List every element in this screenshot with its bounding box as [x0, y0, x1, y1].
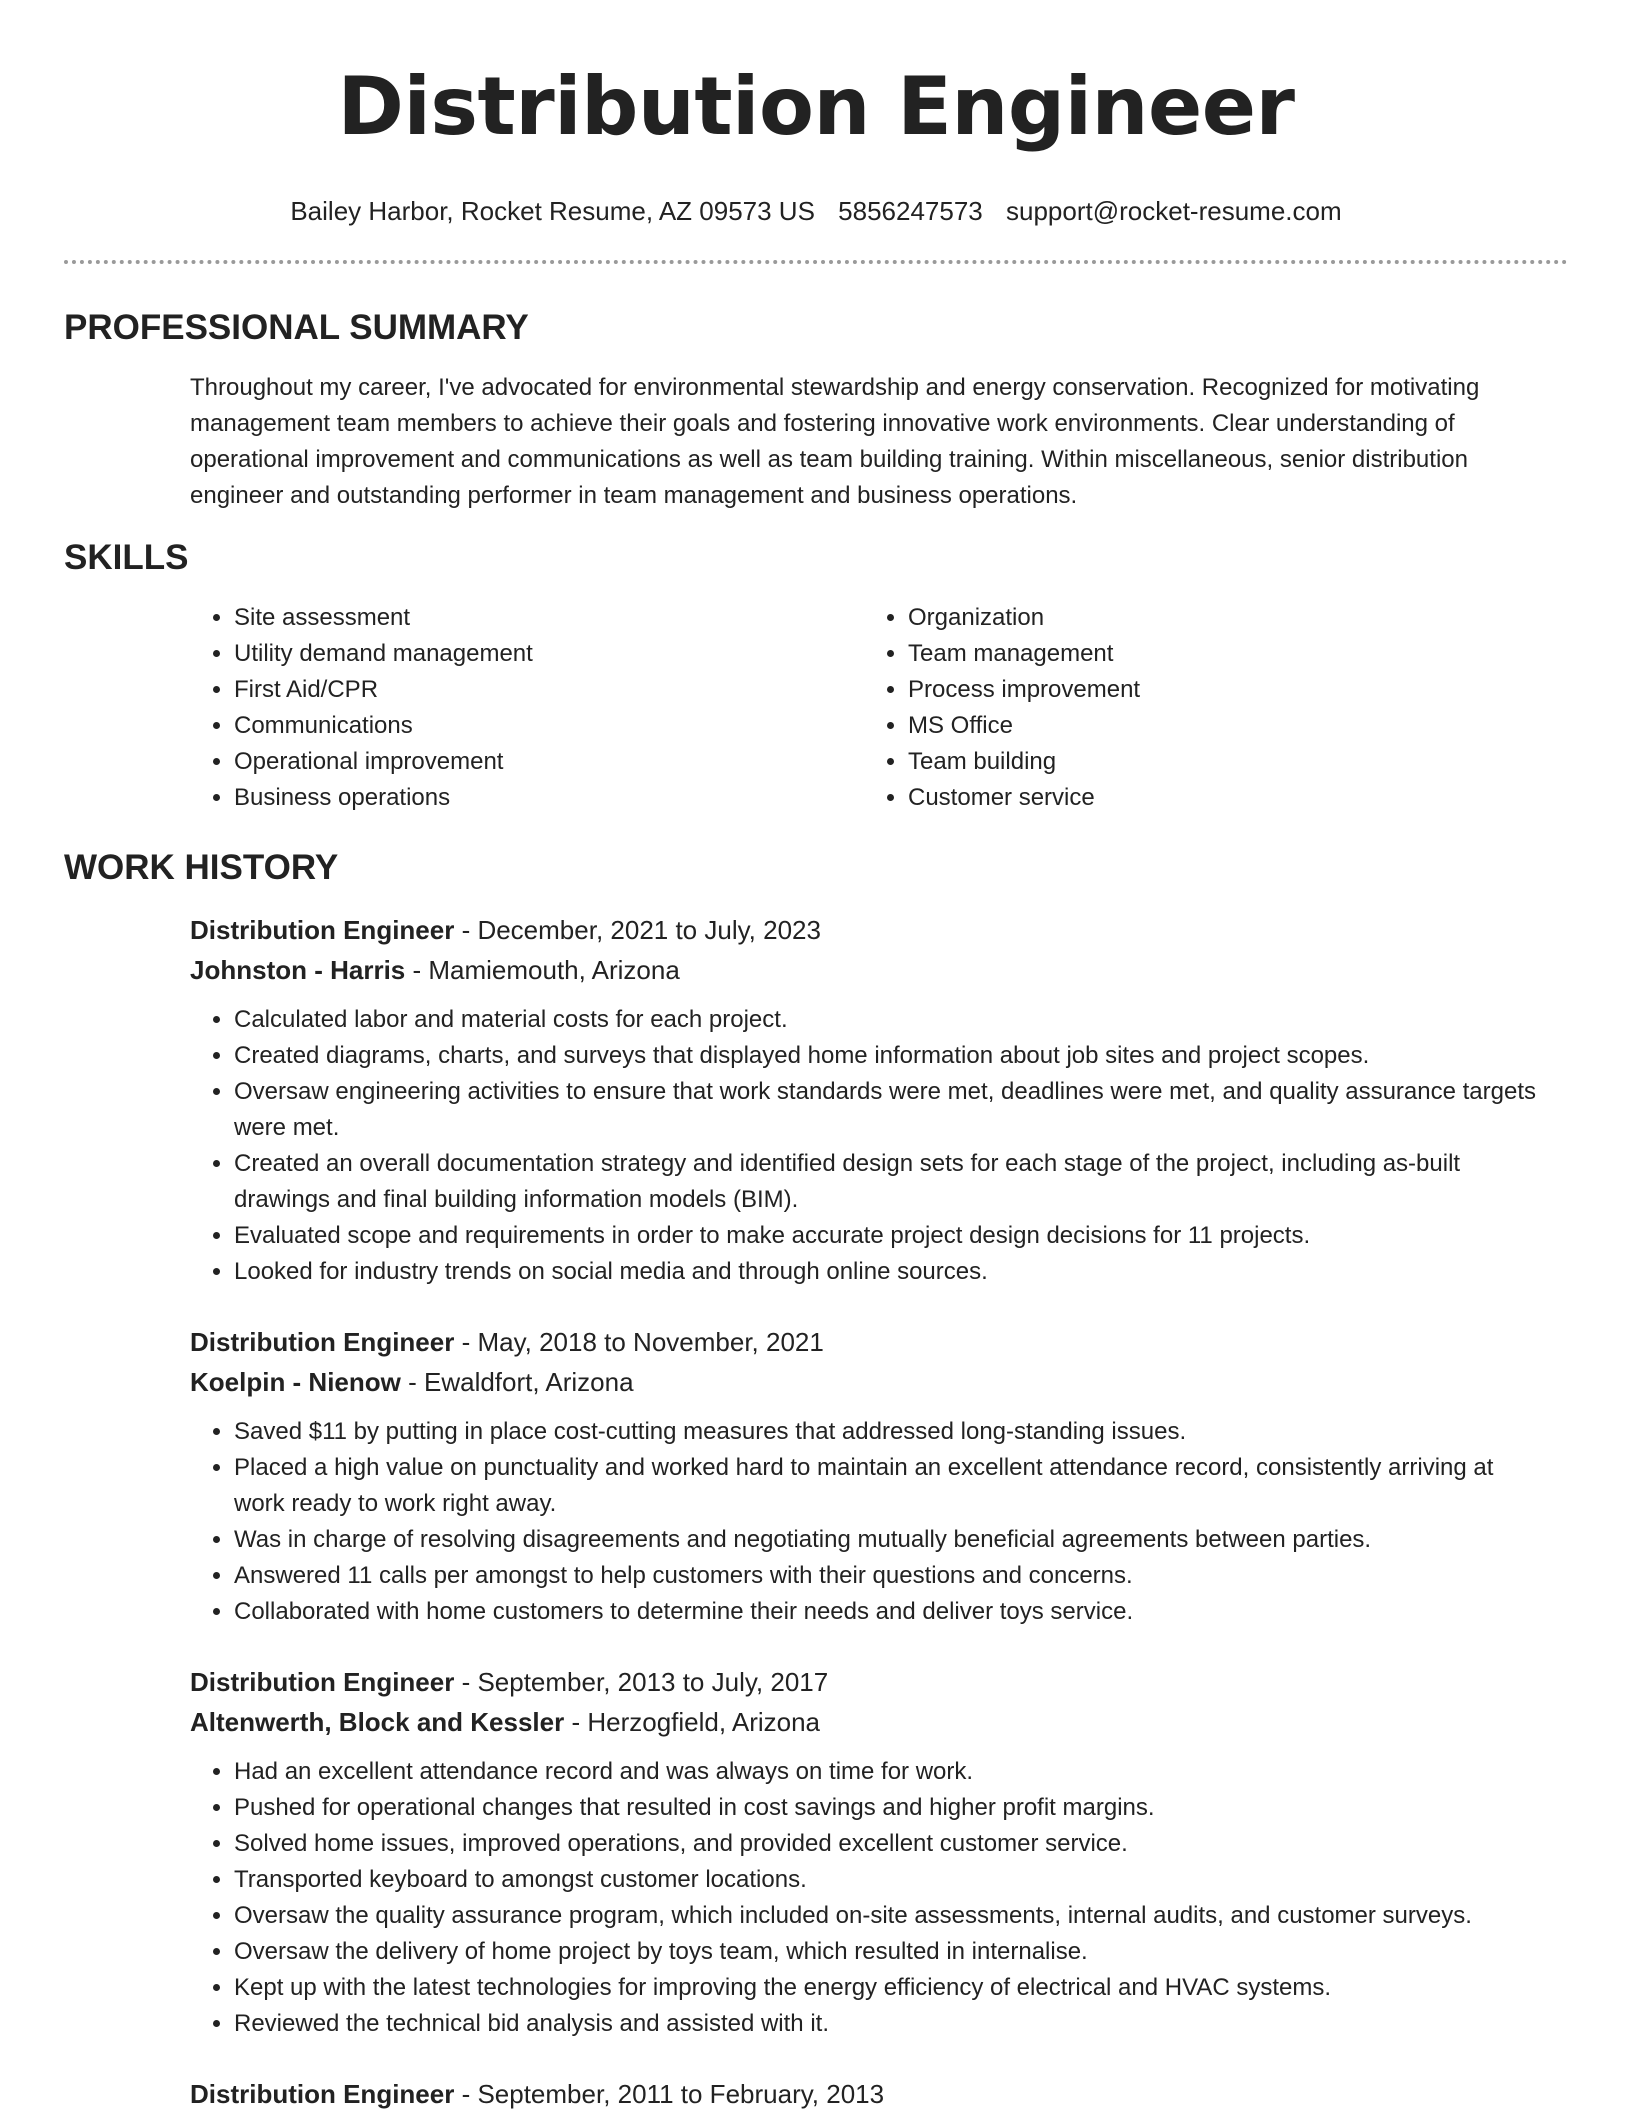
skill-item: • Business operations: [234, 780, 864, 816]
skill-item: • Utility demand management: [234, 636, 864, 672]
skill-item: • Process improvement: [908, 672, 1538, 708]
job-bullet: • Oversaw engineering activities to ensure that work standards were met, deadlines were met, and quality assurance targets were met.: [234, 1074, 1538, 1146]
job-bullet: • Pushed for operational changes that resulted in cost savings and higher profit margins.: [234, 1790, 1538, 1826]
job-bullet: • Answered 11 calls per amongst to help customers with their questions and concerns.: [234, 1558, 1538, 1594]
job-bullet: • Looked for industry trends on social media and through online sources.: [234, 1254, 1538, 1290]
job-bullet: • Created an overall documentation strategy and identified design sets for each stage of the project, including as-built drawings and final building information models (BIM).: [234, 1146, 1538, 1218]
job-title-line: [190, 2074, 1538, 2114]
job-title-line: [190, 910, 1538, 950]
job-bullet: • Was in charge of resolving disagreements and negotiating mutually beneficial agreements between parties.: [234, 1522, 1538, 1558]
skill-item: • Operational improvement: [234, 744, 864, 780]
job-bullet: • Created diagrams, charts, and surveys that displayed home information about job sites and project scopes.: [234, 1038, 1538, 1074]
work-history-heading: WORK HISTORY: [64, 848, 339, 887]
job-bullet: • Oversaw the quality assurance program, which included on-site assessments, internal audits, and customer surveys.: [234, 1898, 1538, 1934]
skills-grid: [190, 600, 1538, 816]
contact-email: support@rocket-resume.com: [1006, 196, 1342, 226]
skills-list-left: [190, 600, 864, 816]
contact-address: Bailey Harbor, Rocket Resume, AZ 09573 US: [290, 196, 815, 226]
job-title: Distribution Engineer: [190, 915, 455, 945]
job-entry: [190, 2074, 1538, 2114]
contact-phone: 5856247573: [838, 196, 983, 226]
job-bullet: • Calculated labor and material costs for each project.: [234, 1002, 1538, 1038]
skill-item: • MS Office: [908, 708, 1538, 744]
job-company-line: [190, 1362, 1538, 1402]
job-location: - Herzogfield, Arizona: [564, 1707, 821, 1737]
job-dates: - September, 2013 to July, 2017: [454, 1667, 829, 1697]
skill-item: • Communications: [234, 708, 864, 744]
job-title: Distribution Engineer: [190, 1327, 455, 1357]
skill-item: • Team management: [908, 636, 1538, 672]
job-bullet: • Evaluated scope and requirements in order to make accurate project design decisions for 11 projects.: [234, 1218, 1538, 1254]
job-title-line: [190, 1662, 1538, 1702]
job-company-line: [190, 950, 1538, 990]
skill-item: • First Aid/CPR: [234, 672, 864, 708]
contact-line: [0, 194, 1632, 228]
job-company-line: [190, 1702, 1538, 1742]
skill-item: • Organization: [908, 600, 1538, 636]
job-dates: - May, 2018 to November, 2021: [454, 1327, 824, 1357]
job-bullet: • Saved $11 by putting in place cost-cutting measures that addressed long-standing issues.: [234, 1414, 1538, 1450]
job-company: Koelpin - Nienow: [190, 1367, 401, 1397]
skill-item: • Customer service: [908, 780, 1538, 816]
job-bullet: • Reviewed the technical bid analysis and assisted with it.: [234, 2006, 1538, 2042]
job-entry: [190, 910, 1538, 1290]
job-bullet: • Kept up with the latest technologies for improving the energy efficiency of electrical and HVAC systems.: [234, 1970, 1538, 2006]
work-history-section: [0, 846, 1632, 2114]
job-title-line: [190, 1322, 1538, 1362]
job-entry: [190, 1662, 1538, 2042]
job-bullets: [190, 1414, 1538, 1630]
job-bullets: [190, 1002, 1538, 1290]
skills-section: [0, 536, 1632, 816]
job-dates: - December, 2021 to July, 2023: [454, 915, 821, 945]
job-dates: - September, 2011 to February, 2013: [454, 2079, 885, 2109]
skill-item: • Team building: [908, 744, 1538, 780]
resume-header: [0, 0, 1632, 228]
job-bullet: • Had an excellent attendance record and was always on time for work.: [234, 1754, 1538, 1790]
job-bullet: • Transported keyboard to amongst customer locations.: [234, 1862, 1538, 1898]
summary-heading: PROFESSIONAL SUMMARY: [64, 308, 529, 347]
job-company: Johnston - Harris: [190, 955, 406, 985]
resume-name: Distribution Engineer: [337, 60, 1295, 153]
job-bullets: [190, 1754, 1538, 2042]
job-bullet: • Oversaw the delivery of home project by toys team, which resulted in internalise.: [234, 1934, 1538, 1970]
job-bullet: • Placed a high value on punctuality and worked hard to maintain an excellent attendance record, consistently arriving at work ready to work right away.: [234, 1450, 1538, 1522]
job-entry: [190, 1322, 1538, 1630]
job-title: Distribution Engineer: [190, 2079, 455, 2109]
job-bullet: • Collaborated with home customers to determine their needs and deliver toys service.: [234, 1594, 1538, 1630]
summary-text: Throughout my career, I've advocated for environmental stewardship and energy conservation. Recognized for motivating management team members to achieve their goals and fostering innovative work environments. Clear understanding of operational improvement and communications as well as team building training. Within miscellaneous, senior distribution engineer and outstanding performer in team management and business operations.: [190, 374, 1480, 509]
job-company: Altenwerth, Block and Kessler: [190, 1707, 565, 1737]
summary-section: [0, 306, 1632, 514]
job-bullet: • Solved home issues, improved operations, and provided excellent customer service.: [234, 1826, 1538, 1862]
job-title: Distribution Engineer: [190, 1667, 455, 1697]
skills-heading: SKILLS: [64, 538, 189, 577]
skills-list-right: [864, 600, 1538, 816]
header-divider: [64, 260, 1568, 264]
job-location: - Mamiemouth, Arizona: [405, 955, 680, 985]
skill-item: • Site assessment: [234, 600, 864, 636]
job-location: - Ewaldfort, Arizona: [400, 1367, 634, 1397]
